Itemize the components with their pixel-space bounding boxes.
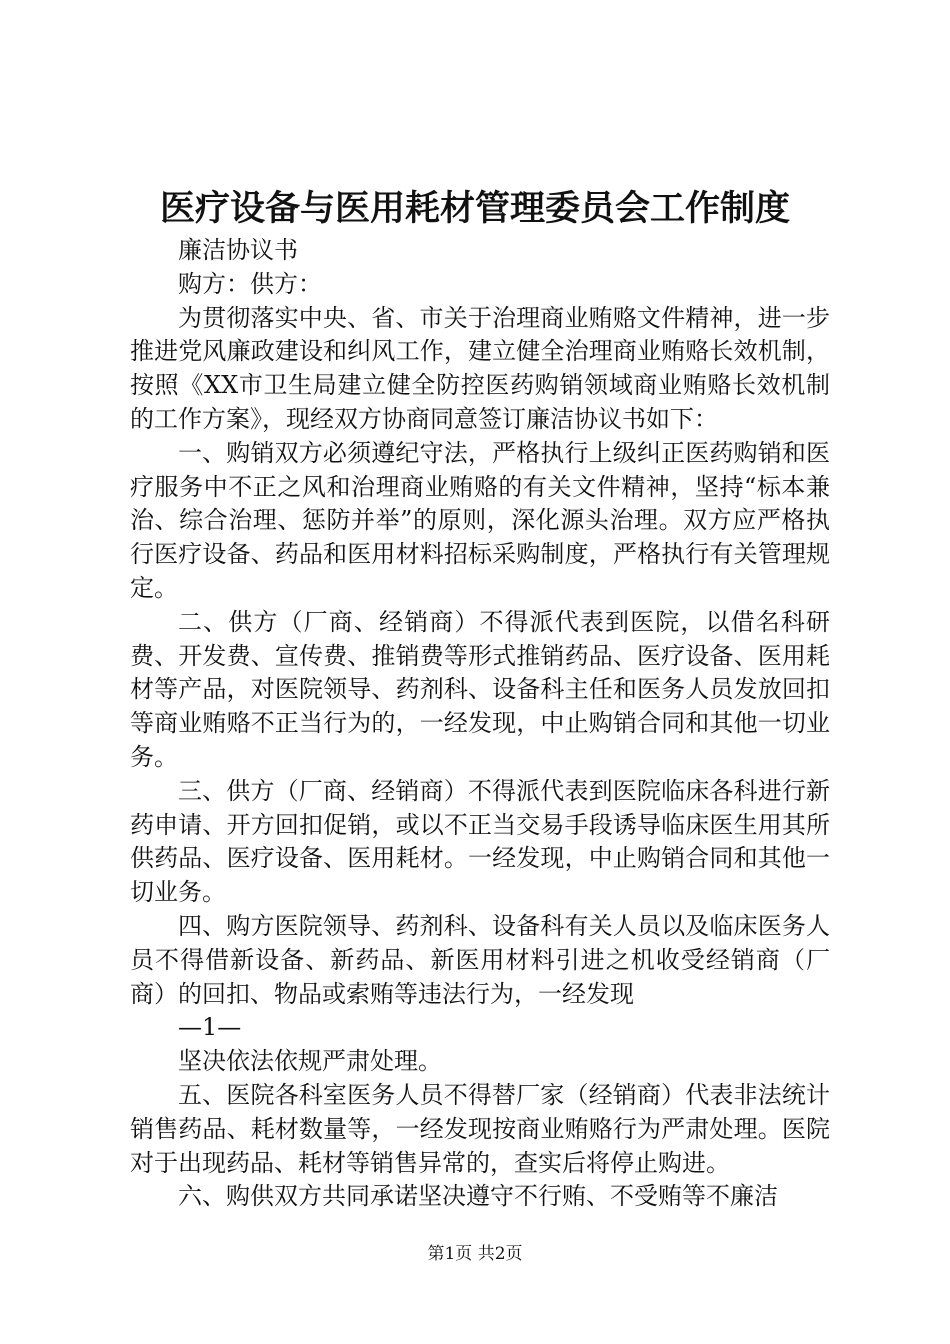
- paragraph-parties: 购方：供方：: [178, 269, 322, 298]
- paragraph-clause-2: 二、供方（厂商、经销商）不得派代表到医院，以借名科研费、开发费、宣传费、推销费等形式推销药品、医疗设备、医用耗材等产品，对医院领导、药剂科、设备科主任和医务人员发放回扣等商业贿赂不正当行为的，一经发现，中止购销合同和其他一切业务。: [130, 607, 830, 771]
- paragraph-clause-3: 三、供方（厂商、经销商）不得派代表到医院临床各科进行新药申请、开方回扣促销，或以不正当交易手段诱导临床医生用其所供药品、医疗设备、医用耗材。一经发现，中止购销合同和其他一切业务。: [130, 776, 830, 907]
- paragraph-clause-5: 五、医院各科室医务人员不得替厂家（经销商）代表非法统计销售药品、耗材数量等，一经发现按商业贿赂行为严肃处理。医院对于出现药品、耗材等销售异常的，查实后将停止购进。: [130, 1080, 830, 1177]
- page-marker: —1—: [178, 1013, 242, 1042]
- paragraph-preamble: 为贯彻落实中央、省、市关于治理商业贿赂文件精神，进一步推进党风廉政建设和纠风工作，建立健全治理商业贿赂长效机制，按照《XX市卫生局建立健全防控医药购销领域商业贿赂长效机制的工作方案》，现经双方协商同意签订廉洁协议书如下：: [130, 303, 830, 433]
- document-body: [130, 234, 830, 1214]
- page-footer: 第1页 共2页: [427, 1244, 523, 1264]
- paragraph-clause-1: 一、购销双方必须遵纪守法，严格执行上级纠正医药购销和医疗服务中不正之风和治理商业贿赂的有关文件精神，坚持“标本兼治、综合治理、惩防并举”的原则，深化源头治理。双方应严格执行医疗设备、药品和医用材料招标采购制度，严格执行有关管理规定。: [130, 438, 830, 602]
- paragraph-clause-4: 四、购方医院领导、药剂科、设备科有关人员以及临床医务人员不得借新设备、新药品、新医用材料引进之机收受经销商（厂商）的回扣、物品或索贿等违法行为，一经发现: [130, 911, 830, 1008]
- paragraph-clause-6: 六、购供双方共同承诺坚决遵守不行贿、不受贿等不廉洁: [178, 1182, 778, 1211]
- document-title: 医疗设备与医用耗材管理委员会工作制度: [159, 188, 790, 229]
- paragraph-agreement-heading: 廉洁协议书: [178, 236, 298, 264]
- paragraph-clause-4-continued: 坚决依法依规严肃处理。: [178, 1047, 442, 1076]
